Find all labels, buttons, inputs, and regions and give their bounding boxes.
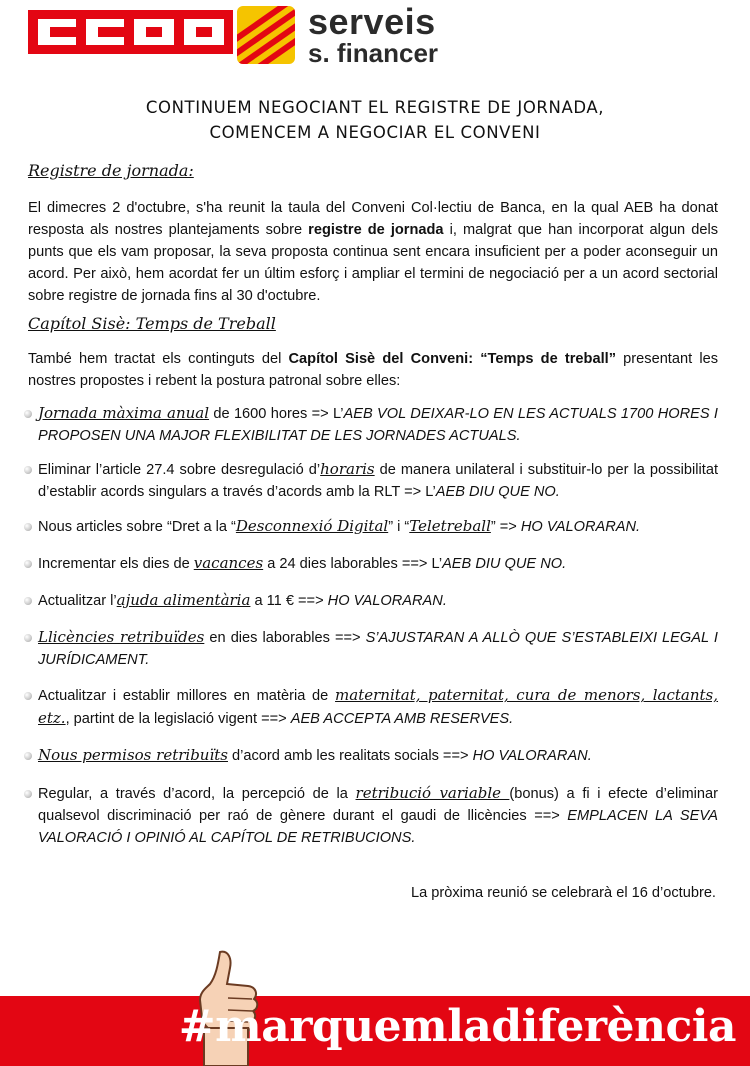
list-item xyxy=(22,589,718,612)
brand-text xyxy=(308,1,439,68)
item-highlight: maternitat, paternitat, cura de menors, lactants, etz. xyxy=(38,686,719,727)
item-highlight: Jornada màxima anual xyxy=(38,404,210,422)
section-heading-registre: Registre de jornada: xyxy=(28,161,194,180)
title-line-2: COMENCEM A NEGOCIAR EL CONVENI xyxy=(209,123,541,142)
bullet-icon xyxy=(24,634,32,642)
brand-line-1: serveis xyxy=(308,1,436,42)
item-text: Actualitzar l’ xyxy=(38,593,117,609)
item-text: de manera unilateral i substituir-lo per la possibilitat d’establir acords singulars a través d’acords amb la RLT => L’ xyxy=(38,462,718,500)
document-title xyxy=(0,95,750,145)
item-text: a 24 dies laborables ==> L’ xyxy=(263,556,443,572)
item-text: ” => xyxy=(490,519,521,535)
registre-text-2: i, malgrat que han incorporat algun dels punts que els vam proposar, la seva proposta continua sent encara insuficient per a poder aconseguir un acord. Per això, hem acordat fer un últim esforç i ampliar el termini de negociació per a un acord sectorial sobre registre de jornada fins al 30 d'octubre. xyxy=(28,222,719,304)
item-response: EMPLACEN LA SEVA VALORACIÓ I OPINIÓ AL CAPÍTOL DE RETRIBUCIONS. xyxy=(38,808,718,846)
item-text: de 1600 hores => L’ xyxy=(209,406,344,422)
item-text: a 11 € ==> xyxy=(250,593,328,609)
bullet-icon xyxy=(24,752,32,760)
item-highlight: Nous permisos retribuïts xyxy=(38,746,228,764)
title-line-1: CONTINUEM NEGOCIANT EL REGISTRE DE JORNADA, xyxy=(145,98,605,117)
bullet-icon xyxy=(24,466,32,474)
senyera-flag-icon xyxy=(237,6,295,64)
item-highlight: Desconnexió Digital xyxy=(235,517,389,535)
registre-paragraph xyxy=(28,197,718,307)
ccoo-logo xyxy=(28,10,233,54)
bullet-icon xyxy=(24,523,32,531)
capitol-bold: Capítol Sisè del Conveni: “Temps de treball” xyxy=(288,351,616,367)
capitol-text-2: presentant les nostres propostes i rebent la postura patronal sobre elles: xyxy=(28,351,718,389)
next-meeting-note: La pròxima reunió se celebrarà el 16 d’octubre. xyxy=(410,885,716,901)
item-highlight: vacances xyxy=(193,554,264,572)
item-response: HO VALORARAN. xyxy=(472,748,592,764)
item-response: AEB DIU QUE NO. xyxy=(442,556,567,572)
list-item xyxy=(22,684,718,730)
registre-text-1: El dimecres 2 d'octubre, s'ha reunit la taula del Conveni Col·lectiu de Banca, en la qual AEB ha donat resposta als nostres plantejaments sobre xyxy=(28,200,718,238)
list-item xyxy=(22,552,718,575)
bullet-icon xyxy=(24,790,32,798)
item-text: Actualitzar i establir millores en matèria de xyxy=(38,688,336,704)
item-text: Nous articles sobre “Dret a la “ xyxy=(38,519,236,535)
header xyxy=(28,1,448,68)
item-text: Incrementar els dies de xyxy=(38,556,194,572)
item-highlight: Llicències retribuïdes xyxy=(38,628,205,646)
item-text: Regular, a través d’acord, la percepció de la xyxy=(38,786,356,802)
item-text: , partint de la legislació vigent ==> xyxy=(65,711,291,727)
section-heading-capitol: Capítol Sisè: Temps de Treball xyxy=(28,314,276,333)
bullet-icon xyxy=(24,410,32,418)
item-text: d’acord amb les realitats socials ==> xyxy=(227,748,473,764)
item-text: (bonus) a fi i efecte d’eliminar qualsevol discriminació per raó de gènere durant el gaudi de llicències ==> xyxy=(38,786,719,824)
item-response: AEB ACCEPTA AMB RESERVES. xyxy=(290,711,514,727)
item-text: ” i “ xyxy=(388,519,410,535)
list-item xyxy=(22,458,718,503)
item-response: AEB DIU QUE NO. xyxy=(435,484,560,500)
item-response: AEB VOL DEIXAR-LO EN LES ACTUALS 1700 HORES I PROPOSEN UNA MAJOR FLEXIBILITAT DE LES JORNADES ACTUALS. xyxy=(38,406,718,444)
item-text: Eliminar l’article 27.4 sobre desregulació d’ xyxy=(38,462,321,478)
item-highlight: horaris xyxy=(320,460,375,478)
bullet-icon xyxy=(24,692,32,700)
list-item xyxy=(22,515,718,538)
list-item xyxy=(22,626,718,671)
hashtag-text: #marquemladiferència xyxy=(178,1001,736,1052)
item-response: HO VALORARAN. xyxy=(327,593,447,609)
item-highlight: retribució variable xyxy=(355,784,510,802)
item-text: en dies laborables ==> xyxy=(204,630,366,646)
item-highlight: ajuda alimentària xyxy=(116,591,251,609)
list-item xyxy=(22,782,718,849)
brand-line-2: s. financer xyxy=(308,38,439,68)
bullet-icon xyxy=(24,597,32,605)
capitol-text-1: També hem tractat els continguts del xyxy=(28,351,289,367)
bullet-icon xyxy=(24,560,32,568)
list-item xyxy=(22,402,718,447)
capitol-paragraph xyxy=(28,348,718,392)
registre-bold: registre de jornada xyxy=(308,222,444,238)
item-highlight: Teletreball xyxy=(409,517,491,535)
item-response: S’AJUSTARAN A ALLÒ QUE S’ESTABLEIXI LEGAL I JURÍDICAMENT. xyxy=(38,630,718,668)
list-item xyxy=(22,744,718,767)
item-response: HO VALORARAN. xyxy=(520,519,641,535)
